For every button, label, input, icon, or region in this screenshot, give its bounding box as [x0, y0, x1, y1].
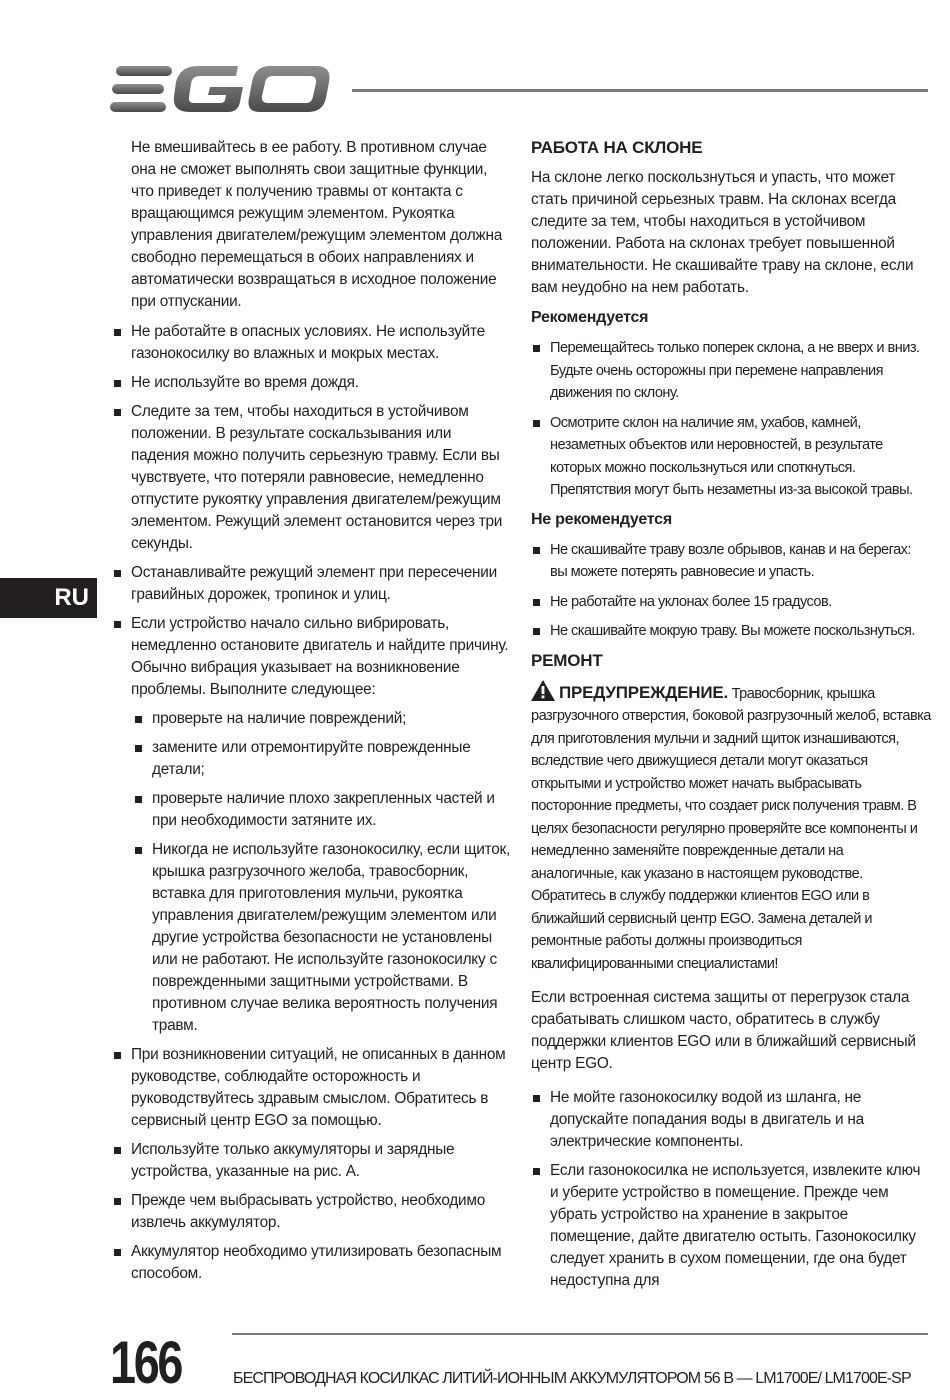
- footer-rule: [232, 1333, 928, 1335]
- safety-list-b: [112, 1044, 512, 1285]
- header-rule: [352, 89, 928, 92]
- ego-logo: [110, 62, 332, 116]
- list-item: Осмотрите склон на наличие ям, ухабов, камней, незаметных объектов или неровностей, в результате которых можно поскользнуться или споткнуться. Препятствия могут быть незаметны из-за высокой травы.: [531, 412, 931, 502]
- footer-title: БЕСПРОВОДНАЯ КОСИЛКАС ЛИТИЙ-ИОННЫМ АККУМУЛЯТОРОМ 56 В — LM1700E/ LM1700E-SP: [233, 1370, 911, 1387]
- repair-heading: РЕМОНТ: [531, 650, 603, 670]
- list-item: Не используйте во время дождя.: [112, 372, 512, 394]
- list-item: Аккумулятор необходимо утилизировать безопасным способом.: [112, 1241, 512, 1285]
- warning-text: Травосборник, крышка разгрузочного отверстия, боковой разгрузочный желоб, вставка для приготовления мульчи и задний щиток изнашиваются, вследствие чего движущиеся детали могут оказаться открытыми и устройство может начать выбрасывать посторонние предметы, что создает риск получения травм. В целях безопасности регулярно проверяйте все компоненты и немедленно заменяйте поврежденные детали на аналогичные, как указано в настоящем руководстве. Обратитесь в службу поддержки клиентов EGO или в ближайший сервисный центр EGO. Замена деталей и ремонтные работы должны производиться квалифицированными специалистами!: [531, 685, 931, 972]
- list-item: Прежде чем выбрасывать устройство, необходимо извлечь аккумулятор.: [112, 1190, 512, 1234]
- recommended-list: [531, 337, 931, 502]
- list-item: Если устройство начало сильно вибрировать, немедленно остановите двигатель и найдите причину. Обычно вибрация указывает на возникновение проблемы. Выполните следующее:: [112, 613, 512, 701]
- slope-paragraph: На склоне легко поскользнуться и упасть, что может стать причиной серьезных травм. На склонах всегда следите за тем, чтобы находиться в устойчивом положении. Работа на склонах требует повышенной внимательности. Не скашивайте траву на склоне, если вам неудобно на нем работать.: [531, 169, 914, 296]
- warning-label: ПРЕДУПРЕЖДЕНИЕ.: [559, 682, 729, 702]
- sub-list-item: Никогда не используйте газонокосилку, если щиток, крышка разгрузочного желоба, травосборник, вставка для приготовления мульчи, рукоятка управления двигателем/режущим элементом или другие устройства безопасности не установлены или не работают. Не используйте газонокосилку с поврежденными защитными устройствами. В противном случае велика вероятность получения травм.: [112, 839, 512, 1037]
- intro-paragraph: Не вмешивайтесь в ее работу. В противном случае она не сможет выполнять свои защитные функции, что приведет к получению травмы от контакта с вращающимся режущим элементом. Рукоятка управления двигателем/режущим элементом должна свободно перемещаться в обоих направлениях и автоматически возвращаться в исходное положение при отпускании.: [131, 139, 503, 310]
- vibration-sub-list: [112, 708, 512, 1037]
- list-item: Не работайте в опасных условиях. Не используйте газонокосилку во влажных и мокрых местах.: [112, 321, 512, 365]
- list-item: Перемещайтесь только поперек склона, а не вверх и вниз. Будьте очень осторожны при перемене направления движения по склону.: [531, 337, 931, 405]
- list-item: Не скашивайте траву возле обрывов, канав и на берегах: вы можете потерять равновесие и упасть.: [531, 539, 931, 584]
- list-item: Останавливайте режущий элемент при пересечении гравийных дорожек, тропинок и улиц.: [112, 562, 512, 606]
- warning-triangle-icon: [531, 680, 555, 701]
- not-recommended-list: [531, 539, 931, 643]
- right-column: [531, 137, 931, 1299]
- not-recommended-heading: Не рекомендуется: [531, 510, 672, 528]
- list-item: Следите за тем, чтобы находиться в устойчивом положении. В результате соскальзывания или падения можно получить серьезную травму. Если вы чувствуете, что потеряли равновесие, немедленно отпустите рукоятку управления двигателем/режущим элементом. Режущий элемент остановится через три секунды.: [112, 401, 512, 555]
- slope-heading: РАБОТА НА СКЛОНЕ: [531, 138, 703, 157]
- list-item: Используйте только аккумуляторы и зарядные устройства, указанные на рис. А.: [112, 1139, 512, 1183]
- list-item: Не скашивайте мокрую траву. Вы можете поскользнуться.: [531, 620, 931, 643]
- language-tab-label: RU: [54, 584, 89, 611]
- list-item: Если газонокосилка не используется, извлеките ключ и уберите устройство в помещение. Прежде чем убрать устройство на хранение в закрытое помещение, дайте двигателю остыть. Газонокосилку следует хранить в сухом помещении, где она будет недоступна для: [531, 1160, 931, 1292]
- recommended-heading: Рекомендуется: [531, 309, 649, 326]
- safety-list-a: [112, 321, 512, 701]
- warning-block: [531, 680, 931, 976]
- left-column: [112, 137, 512, 1292]
- repair-list: [531, 1087, 931, 1292]
- list-item: При возникновении ситуаций, не описанных в данном руководстве, соблюдайте осторожность и руководствуйтесь здравым смыслом. Обратитесь в сервисный центр EGO за помощью.: [112, 1044, 512, 1132]
- sub-list-item: проверьте наличие плохо закрепленных частей и при необходимости затяните их.: [112, 788, 512, 832]
- page-number: 166: [110, 1329, 182, 1396]
- overload-paragraph: Если встроенная система защиты от перегрузок стала срабатывать слишком часто, обратитесь в службу поддержки клиентов EGO или в ближайший сервисный центр EGO.: [531, 989, 916, 1072]
- list-item: Не работайте на уклонах более 15 градусов.: [531, 591, 931, 614]
- sub-list-item: проверьте на наличие повреждений;: [112, 708, 512, 730]
- language-tab: [0, 578, 97, 618]
- sub-list-item: замените или отремонтируйте поврежденные детали;: [112, 737, 512, 781]
- list-item: Не мойте газонокосилку водой из шланга, не допускайте попадания воды в двигатель и на электрические компоненты.: [531, 1087, 931, 1153]
